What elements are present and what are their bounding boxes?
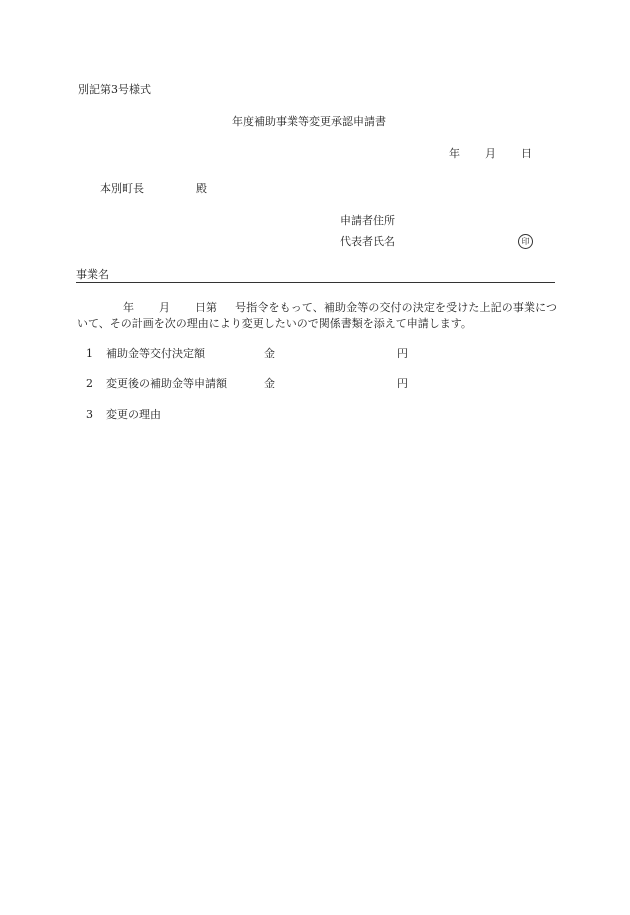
item-number: 3 xyxy=(86,408,93,421)
body-text: 号指令をもって、補助金等の交付の決定を受けた上記の事業について、その計画を次の理由により変更したいので関係書類を添えて申請します。 xyxy=(77,301,557,330)
project-name-line xyxy=(76,268,555,283)
body-year: 年 xyxy=(123,301,134,314)
addressee-line xyxy=(100,182,207,196)
item-changed-amount xyxy=(86,377,408,391)
applicant-address-label: 申請者住所 xyxy=(340,214,395,227)
item-kin: 金 xyxy=(264,377,275,390)
item-label: 補助金等交付決定額 xyxy=(106,347,205,360)
project-name-label: 事業名 xyxy=(76,268,109,281)
item-decided-amount xyxy=(86,347,408,361)
body-day-no: 日第 xyxy=(195,301,217,314)
body-month: 月 xyxy=(159,301,170,314)
addressee-name: 本別町長 xyxy=(100,182,144,195)
item-label: 変更後の補助金等申請額 xyxy=(106,377,227,390)
representative-name-label: 代表者氏名 xyxy=(340,235,395,248)
request-paragraph xyxy=(77,300,557,332)
seal-mark: 印 xyxy=(518,234,533,249)
form-number: 別記第3号様式 xyxy=(78,83,151,96)
item-yen: 円 xyxy=(397,347,408,360)
date-day: 日 xyxy=(521,147,532,160)
item-change-reason xyxy=(86,408,161,422)
document-title: 年度補助事業等変更承認申請書 xyxy=(232,115,386,128)
item-yen: 円 xyxy=(397,377,408,390)
addressee-honorific: 殿 xyxy=(196,182,207,195)
item-number: 2 xyxy=(86,377,93,390)
date-month: 月 xyxy=(485,147,496,160)
item-number: 1 xyxy=(86,347,93,360)
date-line xyxy=(449,147,532,161)
item-kin: 金 xyxy=(264,347,275,360)
item-label: 変更の理由 xyxy=(106,408,161,421)
date-year: 年 xyxy=(449,147,460,160)
